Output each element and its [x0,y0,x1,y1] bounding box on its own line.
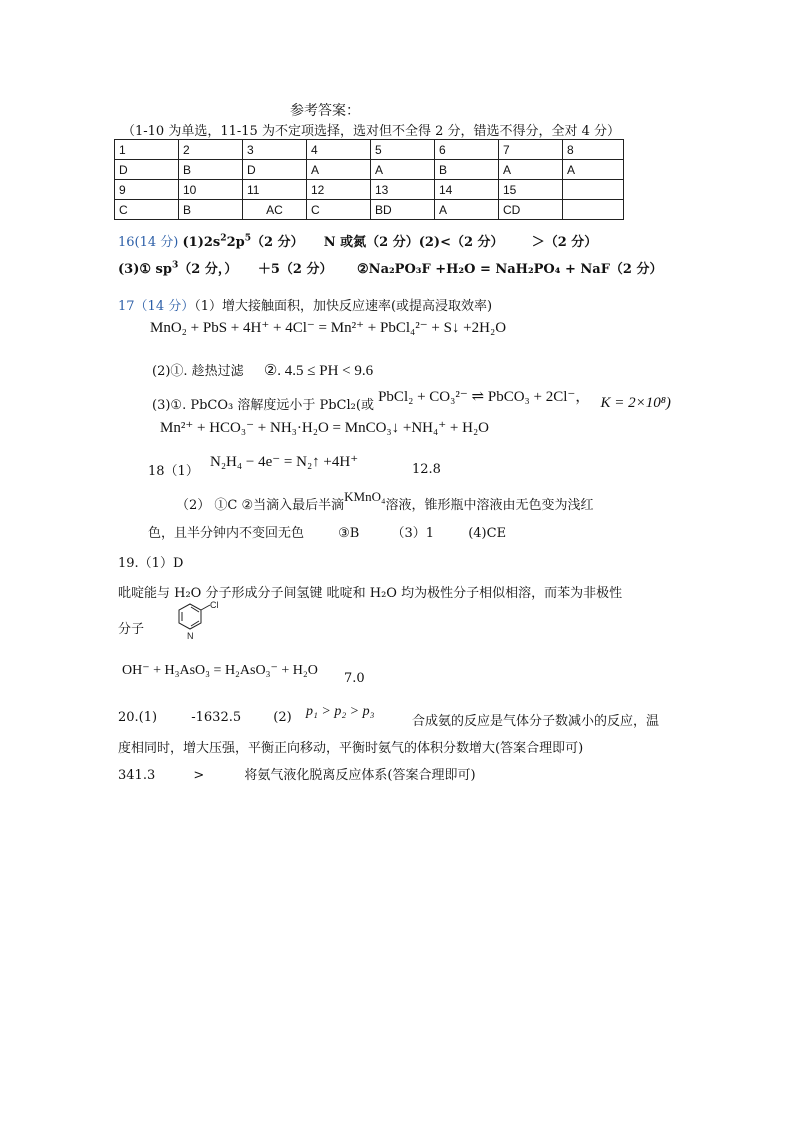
q17-equation2: PbCl₂ + CO₃²⁻ ⇌ PbCO₃ + 2Cl⁻， [378,389,591,405]
n-label: N [187,631,194,641]
q18-answer2: （2） ①C ②当滴入最后半滴 [176,498,345,513]
q17-answer3: (3)①. PbCO₃ 溶解度远小于 PbCl₂(或 [152,398,374,413]
table-cell: 15 [499,180,563,200]
q20-line3 [118,764,476,783]
table-cell: A [307,160,371,180]
chloropyridine-structure [170,598,230,644]
q16-answer4: ＞（2 分） [531,235,598,250]
q18-answer2c: 色，且半分钟内不变回无色 [148,526,305,541]
table-cell: 6 [435,140,499,160]
table-cell: A [499,160,563,180]
q20-pressure-order: p₁ > p₂ > p₃ [306,704,375,719]
q17-equation3: Mn²⁺ + HCO₃⁻ + NH₃·H₂O = MnCO₃↓ +NH₄⁺ + H₂O [160,420,490,436]
table-cell: C [115,200,179,220]
table-row [115,200,624,220]
q20-text2: 度相同时，增大压强，平衡正向移动，平衡时氨气的体积分数增大(答案合理即可) [118,741,584,756]
q16-score-a: （2 分，） [178,262,238,277]
table-cell: 8 [563,140,624,160]
table-cell: 13 [371,180,435,200]
table-cell: B [179,160,243,180]
q17-equation1: MnO₂ + PbS + 4H⁺ + 4Cl⁻ = Mn²⁺ + PbCl₄²⁻ + S↓ +2H₂O [150,320,507,336]
q18-answer2b: 溶液，锥形瓶中溶液由无色变为浅红 [385,498,594,513]
page-title: 参考答案： [290,103,360,119]
q20-value3: 341.3 [118,768,156,783]
table-cell: B [435,160,499,180]
q17-answer1: （1）增大接触面积，加快反应速率(或提高浸取效率) [194,299,493,314]
q17-label: 17（14 分） [118,299,195,314]
q20-label: 20.(1) [118,710,158,725]
table-cell: 3 [243,140,307,160]
q16-score1: （2 分） [251,235,304,250]
table-row [115,160,624,180]
q20-comparison: > [193,768,205,783]
q16-answer2: N 或氮（2 分） [323,235,419,250]
q18-line3 [148,522,506,541]
table-cell: A [563,160,624,180]
q16-line1 [118,231,597,250]
table-cell: 12 [307,180,371,200]
table-cell [563,180,624,200]
table-cell: D [115,160,179,180]
q17-line3 [152,389,671,414]
table-cell: 11 [243,180,307,200]
q19-text2: 分子 [118,622,145,637]
q16-line2 [118,258,663,277]
cl-label: Cl [210,600,219,610]
q19-value: 7.0 [344,671,365,686]
q19-text1: 吡啶能与 H₂O 分子形成分子间氢键 吡啶和 H₂O 均为极性分子相似相溶，而苯为非极性 [118,586,623,601]
q17-answer2a: (2)①. 趁热过滤 [152,364,244,379]
table-cell: A [435,200,499,220]
q16-valence: ＋5（2 分） [257,262,333,277]
q19-label: 19.（1）D [118,556,184,571]
q16-hybrid: (3)① $sp^3$ [118,259,179,277]
q18-label: 18（1） [148,464,199,479]
q18-equation: N₂H₄ − 4e⁻ = N₂↑ +4H⁺ [210,454,359,470]
table-cell: 1 [115,140,179,160]
table-cell: D [243,160,307,180]
q17-line1 [118,295,492,314]
table-cell: 9 [115,180,179,200]
table-cell [563,200,624,220]
pyridine-ring-diagram [170,598,230,644]
table-cell: CD [499,200,563,220]
q19-equation: OH⁻ + H₃AsO₃ = H₂AsO₃⁻ + H₂O [122,663,318,678]
table-cell: 5 [371,140,435,160]
q18-answer4: （3）1 [391,526,435,541]
table-row [115,140,624,160]
q16-label: 16(14 分) [118,235,179,250]
q20-text3: 将氨气液化脱离反应体系(答案合理即可) [244,768,476,783]
table-cell: 14 [435,180,499,200]
q17-line2 [152,360,373,380]
table-cell: 7 [499,140,563,160]
q20-part2: (2) [273,710,292,725]
q17-answer2b: ②. 4.5 ≤ PH < 9.6 [263,363,374,379]
q16-equation: ②Na₂PO₃F +H₂O = NaH₂PO₄ + NaF（2 分） [357,262,663,277]
q20-text1: 合成氨的反应是气体分子数减小的反应，温 [412,714,660,729]
table-cell: 4 [307,140,371,160]
table-cell: AC [243,200,307,220]
table-cell: A [371,160,435,180]
q18-value: 12.8 [412,462,441,477]
answer-table [114,139,624,220]
q20-line1 [118,710,292,725]
table-cell: BD [371,200,435,220]
scoring-note: （1-10 为单选，11-15 为不定项选择，选对但不全得 2 分，错选不得分，全对 4 分） [122,124,621,139]
table-cell: 2 [179,140,243,160]
table-cell: C [307,200,371,220]
q18-line2 [176,489,594,513]
q18-answer3: ③B [338,526,360,541]
q18-answer5: (4)CE [468,526,507,541]
q17-equilibrium-constant: K = 2×10⁸) [600,395,671,411]
q20-enthalpy: -1632.5 [191,710,242,725]
table-cell: 10 [179,180,243,200]
q16-answer3: (2)<（2 分） [418,235,504,250]
table-row [115,180,624,200]
q16-config: $(1)2s^22p^5$ [182,232,252,250]
q18-kmno4: KMnO₄ [344,489,386,504]
table-cell: B [179,200,243,220]
